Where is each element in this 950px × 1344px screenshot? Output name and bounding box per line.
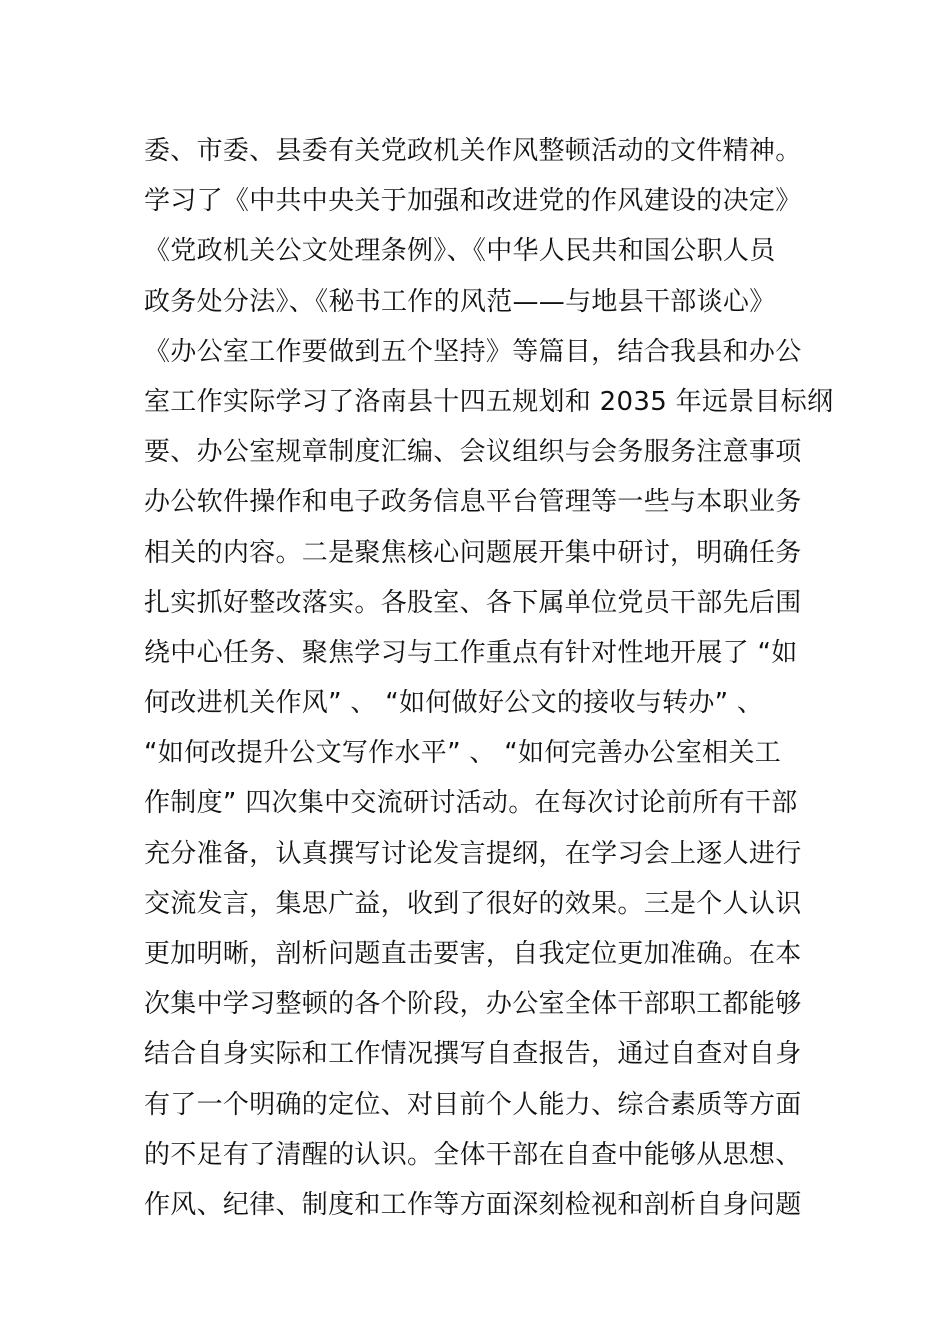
- text-line: 充分准备，认真撰写讨论发言提纲，在学习会上逐人进行: [144, 838, 802, 869]
- text-line: 绕中心任务、聚焦学习与工作重点有针对性地开展了 “如: [144, 637, 798, 668]
- text-line: 《党政机关公文处理条例》、《中华人民共和国公职人员: [144, 236, 776, 267]
- text-line: 扎实抓好整改落实。各股室、各下属单位党员干部先后围: [144, 587, 802, 618]
- text-line: “如何改提升公文写作水平” 、 “如何完善办公室相关工: [144, 738, 782, 769]
- text-line: 相关的内容。二是聚焦核心问题展开集中研讨，明确任务: [144, 537, 802, 568]
- text-line: 委、市委、县委有关党政机关作风整顿活动的文件精神。: [144, 136, 802, 166]
- text-line: 作制度” 四次集中交流研讨活动。在每次讨论前所有干部: [144, 788, 798, 819]
- text-line: 次集中学习整顿的各个阶段，办公室全体干部职工都能够: [144, 989, 802, 1020]
- text-line: 学习了《中共中央关于加强和改进党的作风建设的决定》: [144, 186, 802, 217]
- text-line: 作风、纪律、制度和工作等方面深刻检视和剖析自身问题: [144, 1189, 802, 1220]
- text-line: 的不足有了清醒的认识。全体干部在自查中能够从思想、: [144, 1139, 802, 1170]
- text-line: 有了一个明确的定位、对目前个人能力、综合素质等方面: [144, 1089, 802, 1120]
- text-line: 《办公室工作要做到五个坚持》等篇目，结合我县和办公: [144, 336, 802, 367]
- text-line: 何改进机关作风” 、 “如何做好公文的接收与转办” 、: [144, 688, 764, 719]
- text-line: 结合自身实际和工作情况撰写自查报告，通过自查对自身: [144, 1039, 802, 1070]
- text-line: 办公软件操作和电子政务信息平台管理等一些与本职业务: [144, 487, 802, 518]
- text-line: 政务处分法》、《秘书工作的风范——与地县干部谈心》: [144, 286, 776, 317]
- text-line: 交流发言，集思广益，收到了很好的效果。三是个人认识: [144, 888, 802, 919]
- text-line: 室工作实际学习了洛南县十四五规划和 2035 年远景目标纲: [144, 386, 834, 417]
- text-line: 要、办公室规章制度汇编、会议组织与会务服务注意事项: [144, 437, 802, 468]
- body-text: [144, 126, 834, 1230]
- text-line: 更加明晰，剖析问题直击要害，自我定位更加准确。在本: [144, 939, 802, 969]
